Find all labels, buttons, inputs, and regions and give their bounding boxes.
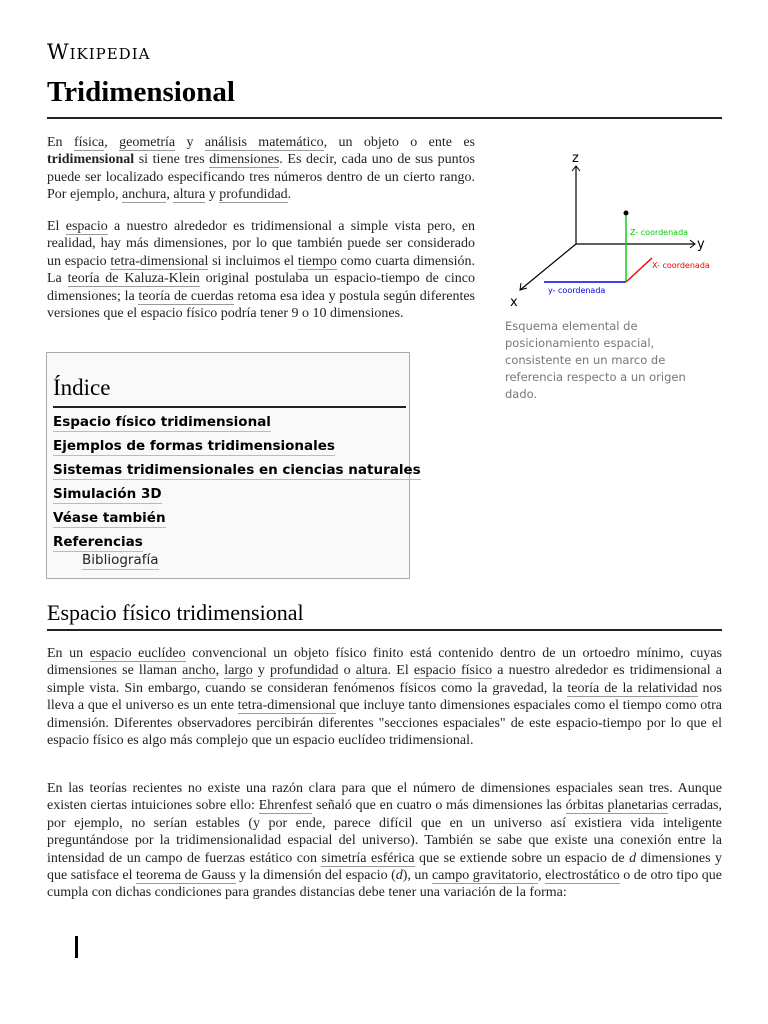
text-run: original postulaba un espacio-tiempo de cinco dimensiones; la xyxy=(47,271,476,304)
text-run: En las teorías recientes no existe una razón clara para que el número de dimensiones espaciales sean tres. Aunque existen ciertas intuiciones sobre ello: xyxy=(47,781,722,814)
coordinate-figure[interactable] xyxy=(502,140,724,314)
text-run: como cuarta dimensión. La xyxy=(47,253,475,287)
text-run: que incluye tanto dimensiones espaciales como el tiempo como otra dimensión. Diferentes observadores percibirán diferentes "secciones espaciales" de este espacio-tiempo por lo que el espacio físico es algo más complejo que un espacio euclídeo tridimensional. xyxy=(47,698,722,749)
text-run: , xyxy=(215,663,225,679)
text-run: o de otro tipo que cumpla con dichas condiciones para grandes distancias debe tener una variación de la forma: xyxy=(47,868,723,901)
inline-link[interactable]: Ehrenfest xyxy=(258,798,313,814)
text-run: . Es decir, cada uno de sus puntos puede ser localizado especificando tres números dentro de un cierto rango. Por ejemplo, xyxy=(47,152,476,203)
inline-link[interactable]: profundidad xyxy=(219,187,288,203)
toc-item-espacio-fisico[interactable]: Espacio físico tridimensional xyxy=(53,414,271,430)
inline-link[interactable]: espacio físico xyxy=(413,663,493,679)
text-run: dimensiones y que satisface el xyxy=(47,850,722,884)
toc-title: Índice xyxy=(53,375,111,400)
inline-link[interactable]: espacio euclídeo xyxy=(89,646,186,661)
inline-link[interactable]: geometría xyxy=(119,135,176,150)
text-run: En xyxy=(47,135,74,150)
toc-subitem-bibliografia[interactable]: Bibliografía xyxy=(82,552,159,568)
text-run: señaló que en cuatro o más dimensiones las xyxy=(312,798,566,814)
text-run: a nuestro alrededor es tridimensional a simple vista pero, en realidad, hay más dimensiones, por lo que también puede ser considerado un espacio xyxy=(47,219,475,269)
text-run: si tiene tres xyxy=(134,152,210,168)
text-run: si incluimos el xyxy=(208,253,298,269)
point-marker xyxy=(624,211,629,216)
text-cursor xyxy=(75,936,78,958)
x-axis-line xyxy=(520,244,576,290)
inline-link[interactable]: teoría de cuerdas xyxy=(138,288,234,304)
inline-link[interactable]: largo xyxy=(224,663,253,679)
inline-link[interactable]: campo gravitatorio xyxy=(431,868,539,884)
text-run: a nuestro alrededor es tridimensional a simple vista. Sin embargo, cuando se consideran fenómenos físicos como la gravedad, la xyxy=(47,663,722,696)
toc-divider xyxy=(53,406,406,408)
italic-term: d xyxy=(395,868,403,884)
inline-link[interactable]: órbitas planetarias xyxy=(565,798,669,814)
inline-link[interactable]: tiempo xyxy=(297,253,337,269)
text-run: que se extiende sobre un espacio de xyxy=(414,850,630,866)
text-run: En un xyxy=(47,646,90,661)
inline-link[interactable]: simetría esférica xyxy=(321,850,415,866)
text-run: convencional un objeto físico finito está contenido dentro de un ortoedro mínimo, cuyas dimensiones se llaman xyxy=(47,646,722,679)
toc-item-sistemas[interactable]: Sistemas tridimensionales en ciencias naturales xyxy=(53,462,421,478)
text-run: . xyxy=(287,187,292,203)
toc-item-vease[interactable]: Véase también xyxy=(53,510,166,526)
text-run: , xyxy=(104,135,120,150)
inline-link[interactable]: dimensiones xyxy=(209,152,280,168)
wikipedia-logo[interactable]: Wikipedia xyxy=(47,40,151,64)
italic-term: d xyxy=(629,850,637,866)
inline-link[interactable]: electrostático xyxy=(545,868,620,884)
text-run: cerradas, por ejemplo, no serían estables (y por ende, parece difícil que en un universo así existiera vida inteligente preguntándose por la tridimensionalidad espacial del universo). También se sabe que existe una conexión entre la intensidad de un campo de fuerzas estático con xyxy=(47,798,722,866)
text-run: . El xyxy=(387,663,414,679)
section-paragraph-2 xyxy=(47,780,722,902)
coordinate-diagram xyxy=(502,140,724,310)
text-run: retoma esa idea y postula según diferentes versiones que el espacio físico podría tener 9 o 10 dimensiones. xyxy=(47,288,475,322)
intro-paragraph-1 xyxy=(47,134,475,204)
text-run: El xyxy=(47,219,66,234)
title-divider xyxy=(47,117,722,119)
inline-link[interactable]: física xyxy=(73,135,105,150)
y-coordinate-label: y- coordenada xyxy=(548,286,606,295)
toc-item-referencias[interactable]: Referencias xyxy=(53,534,143,550)
text-run: y xyxy=(175,135,205,150)
text-run: y xyxy=(252,663,271,679)
bold-term: tridimensional xyxy=(47,152,135,168)
x-coordinate-line xyxy=(626,258,652,282)
inline-link[interactable]: análisis matemático xyxy=(204,135,324,150)
inline-link[interactable]: tetra-dimensional xyxy=(237,698,336,714)
inline-link[interactable]: anchura xyxy=(122,187,167,203)
inline-link[interactable]: teorema de Gauss xyxy=(136,868,236,884)
text-run: , xyxy=(166,187,174,203)
text-run: , un objeto o ente es xyxy=(323,135,476,150)
inline-link[interactable]: profundidad xyxy=(270,663,339,679)
inline-link[interactable]: tetra-dimensional xyxy=(110,253,209,269)
page-title: Tridimensional xyxy=(47,76,235,108)
inline-link[interactable]: espacio xyxy=(65,219,108,234)
text-run: , xyxy=(538,868,546,884)
z-axis-label: z xyxy=(572,151,579,166)
inline-link[interactable]: teoría de la relatividad xyxy=(567,680,698,696)
section-paragraph-1 xyxy=(47,645,722,749)
toc-item-ejemplos[interactable]: Ejemplos de formas tridimensionales xyxy=(53,438,335,454)
text-run: nos lleva a que el universo es un ente xyxy=(47,680,722,714)
inline-link[interactable]: ancho xyxy=(182,663,216,679)
intro-paragraph-2 xyxy=(47,218,475,322)
x-coordinate-label: X- coordenada xyxy=(652,261,710,270)
inline-link[interactable]: teoría de Kaluza-Klein xyxy=(67,271,200,287)
text-run: o xyxy=(338,663,356,679)
text-run: y la dimensión del espacio ( xyxy=(235,868,396,884)
figure-caption: Esquema elemental de posicionamiento espacial, consistente en un marco de referencia respecto a un origen dado. xyxy=(505,319,686,401)
toc-item-simulacion[interactable]: Simulación 3D xyxy=(53,486,162,502)
section-divider xyxy=(47,629,722,631)
x-axis-label: x xyxy=(510,295,518,310)
text-run: y xyxy=(205,187,220,203)
text-run: ), un xyxy=(402,868,432,884)
inline-link[interactable]: altura xyxy=(355,663,388,679)
section-heading: Espacio físico tridimensional xyxy=(47,600,304,625)
y-axis-label: y xyxy=(697,237,705,252)
table-of-contents xyxy=(46,352,421,579)
z-coordinate-label: Z- coordenada xyxy=(630,228,689,237)
inline-link[interactable]: altura xyxy=(173,187,206,203)
